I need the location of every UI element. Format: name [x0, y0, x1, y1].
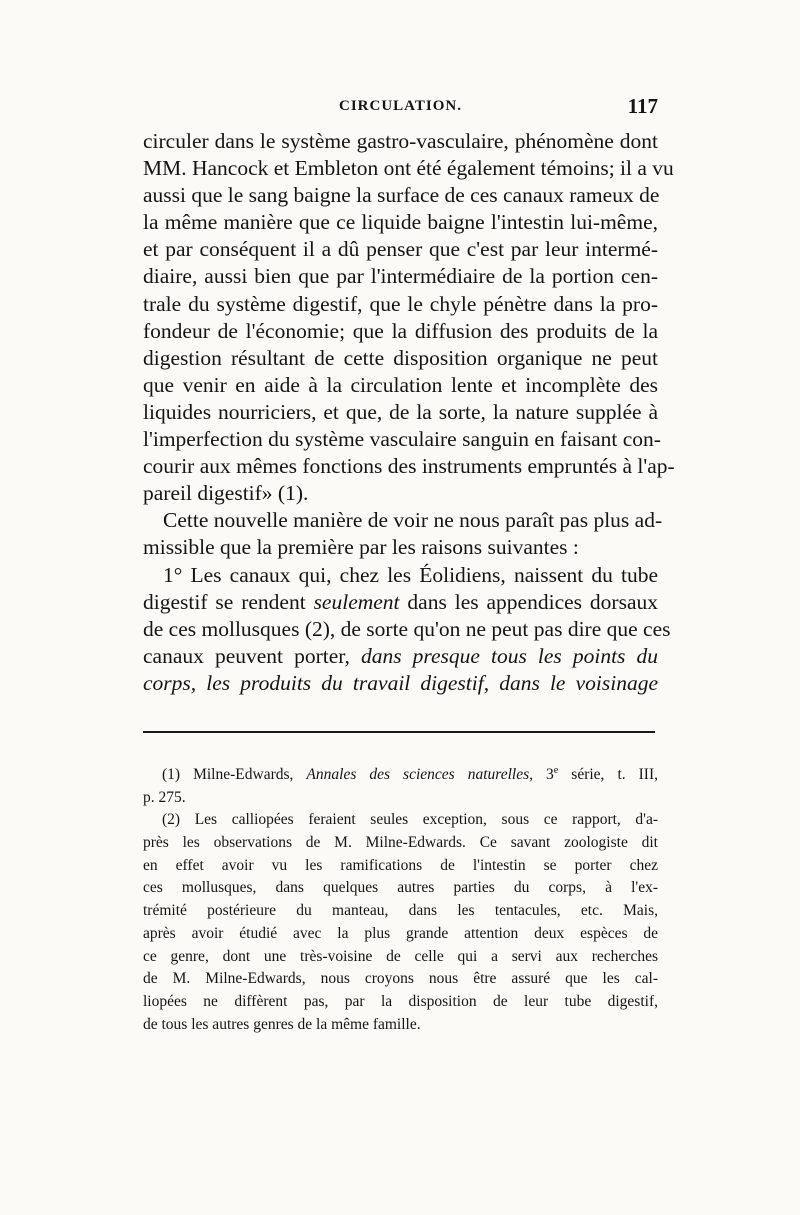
- text-line: MM. Hancock et Embleton ont été également témoins; il a vu: [143, 156, 674, 181]
- text-line: 1° Les canaux qui, chez les Éolidiens, naissent du tube: [163, 562, 658, 587]
- text-line-mixed: [143, 589, 658, 616]
- text-line: Cette nouvelle manière de voir ne nous paraît pas plus ad-: [163, 508, 663, 533]
- text-line: fondeur de l'économie; que la diffusion des produits de la: [143, 318, 658, 343]
- footnote-2-line: ce genre, dont une très-voisine de celle qui a servi aux recherches: [143, 947, 658, 965]
- page-number: 117: [627, 94, 658, 118]
- footnote-2-line: liopées ne diffèrent pas, par la disposition de leur tube digestif,: [143, 992, 658, 1010]
- text-line: l'imperfection du système vasculaire sanguin en faisant con-: [143, 427, 661, 452]
- text-line: pareil digestif» (1).: [143, 481, 309, 506]
- text-segment: digestif se rendent: [143, 589, 314, 614]
- text-line: digestion résultant de cette disposition organique ne peut: [143, 345, 658, 370]
- emphasis: dans presque tous les points du: [360, 643, 658, 668]
- text-line: aussi que le sang baigne la surface de ces canaux rameux de: [143, 183, 660, 208]
- footnote-1-line: [143, 764, 658, 787]
- page-header: [143, 94, 658, 124]
- footnote-2-line: (2) Les calliopées feraient seules exception, sous ce rapport, d'a-: [162, 811, 658, 829]
- footnote-marker: (1) Milne-Edwards,: [162, 766, 307, 783]
- emphasis: corps, les produits du travail digestif, dans le voisinage: [143, 670, 658, 695]
- emphasis: seulement: [313, 589, 400, 614]
- running-title: CIRCULATION.: [339, 98, 462, 114]
- footnote-2-line: près les observations de M. Milne-Edwards. Ce savant zoologiste dit: [143, 834, 658, 852]
- footnote-divider: [143, 731, 655, 733]
- text-line: liquides nourriciers, et que, de la sorte, la nature supplée à: [143, 399, 658, 424]
- text-line-italic: [143, 670, 658, 697]
- text-line: de ces mollusques (2), de sorte qu'on ne peut pas dire que ces: [143, 616, 671, 641]
- footnote-2-line: trémité postérieure du manteau, dans les tentacules, etc. Mais,: [143, 902, 658, 920]
- text-segment: dans les appendices dorsaux: [399, 589, 658, 614]
- footnote-1-line: p. 275.: [143, 788, 186, 806]
- text-line: missible que la première par les raisons suivantes :: [143, 535, 579, 560]
- footnote-2-line: de M. Milne-Edwards, nous croyons nous être assuré que les cal-: [143, 970, 658, 988]
- text-line: courir aux mêmes fonctions des instruments empruntés à l'ap-: [143, 454, 675, 479]
- text-line: et par conséquent il a dû penser que c'est par leur intermé-: [143, 237, 658, 262]
- series-superscript: e: [553, 764, 559, 776]
- text-line: que venir en aide à la circulation lente et incomplète des: [143, 372, 658, 397]
- series-rest: série, t. III,: [558, 766, 659, 783]
- text-line: diaire, aussi bien que par l'intermédiaire de la portion cen-: [143, 264, 658, 289]
- text-segment: canaux peuvent porter,: [143, 643, 361, 668]
- series-number: 3: [533, 766, 554, 783]
- text-line-mixed: [143, 643, 658, 670]
- footnote-2-line: en effet avoir vu les ramifications de l'intestin se porter chez: [143, 856, 658, 874]
- footnotes: [143, 764, 658, 1036]
- text-line: la même manière que ce liquide baigne l'intestin lui-même,: [143, 210, 658, 235]
- footnote-2-line: après avoir étudié avec la plus grande attention deux espèces de: [143, 924, 658, 942]
- footnote-2-line: ces mollusques, dans quelques autres parties du corps, à l'ex-: [143, 879, 658, 897]
- footnote-2-line: de tous les autres genres de la même famille.: [143, 1015, 421, 1033]
- main-text: [143, 128, 675, 697]
- journal-title: Annales des sciences naturelles,: [306, 766, 534, 783]
- text-line: trale du système digestif, que le chyle pénètre dans la pro-: [143, 291, 658, 316]
- text-line: circuler dans le système gastro-vasculaire, phénomène dont: [143, 129, 658, 153]
